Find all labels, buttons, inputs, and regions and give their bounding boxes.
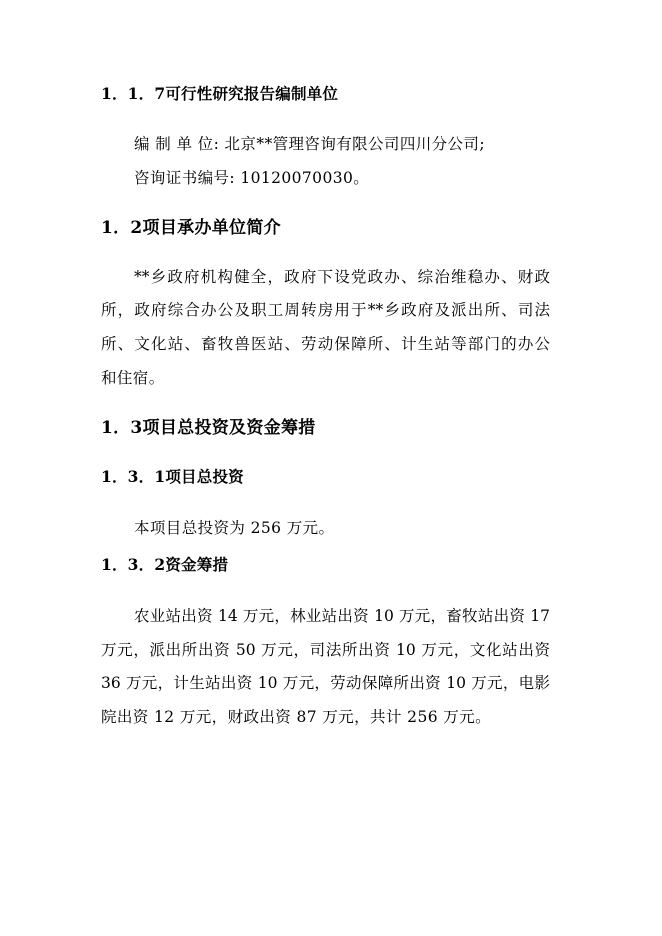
heading-1-3-2: 1．3．2资金筹措: [101, 555, 229, 574]
certificate-number-line: 咨询证书编号: 10120070030。: [134, 169, 370, 187]
heading-1-3-1: 1．3．1项目总投资: [101, 467, 244, 486]
paragraph-line: 和住宿。: [101, 369, 165, 387]
paragraph-line: 所，政府综合办公及职工周转房用于**乡政府及派出所、司法: [101, 301, 550, 319]
total-investment-text: 本项目总投资为 256 万元。: [134, 519, 335, 537]
paragraph-line: 所、文化站、畜牧兽医站、劳动保障所、计生站等部门的办公: [101, 335, 550, 353]
funding-line: 院出资 12 万元，财政出资 87 万元，共计 256 万元。: [101, 708, 491, 726]
paragraph-line: **乡政府机构健全，政府下设党政办、综治维稳办、财政: [134, 268, 550, 286]
funding-line: 万元，派出所出资 50 万元，司法所出资 10 万元，文化站出资: [101, 641, 550, 659]
heading-1-3: 1．3项目总投资及资金筹措: [101, 418, 316, 438]
compiling-unit-line: 编 制 单 位: 北京**管理咨询有限公司四川分公司;: [134, 135, 485, 153]
funding-line: 农业站出资 14 万元，林业站出资 10 万元，畜牧站出资 17: [134, 607, 550, 625]
funding-line: 36 万元，计生站出资 10 万元，劳动保障所出资 10 万元，电影: [101, 674, 550, 692]
heading-1-1-7: 1．1．7可行性研究报告编制单位: [101, 84, 339, 103]
heading-1-2: 1．2项目承办单位简介: [101, 218, 281, 238]
